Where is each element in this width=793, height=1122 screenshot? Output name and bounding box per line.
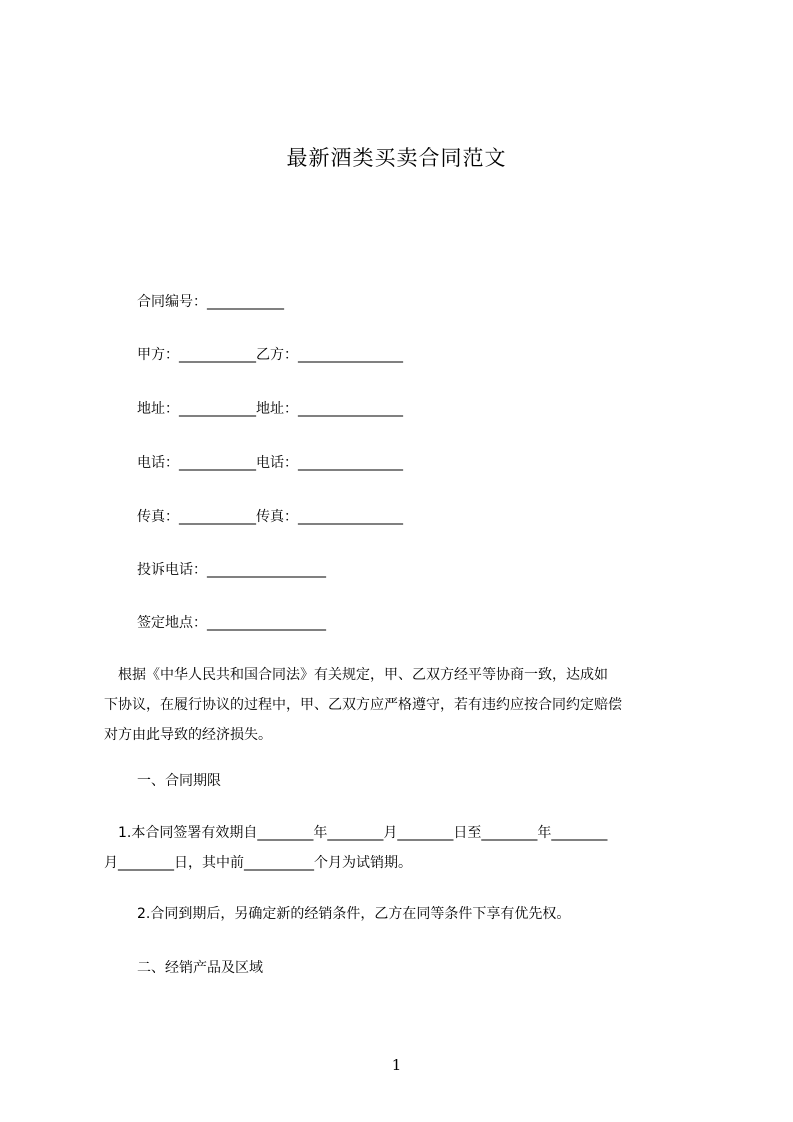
party-field-line: 甲方：___________乙方：_______________ (137, 347, 403, 363)
clause-1-1-line-1: 1.本合同签署有效期自________年________月________日至________年________ (104, 825, 608, 841)
document-title: 最新酒类买卖合同范文 (286, 146, 507, 170)
signing-place-field: 签定地点：_________________ (137, 615, 326, 631)
section-1-heading: 一、合同期限 (137, 773, 221, 789)
page-number: 1 (391, 1056, 402, 1074)
contract-number-field: 合同编号：___________ (137, 294, 284, 310)
clause-1-1-line-2: 月________日，其中前__________个月为试销期。 (104, 855, 412, 871)
complaint-phone-field: 投诉电话：_________________ (137, 562, 326, 578)
clause-1-1 (104, 818, 704, 878)
phone-field-line: 电话：___________电话：_______________ (137, 455, 403, 471)
fax-field-line: 传真：___________传真：_______________ (137, 509, 403, 525)
intro-paragraph (104, 660, 704, 750)
intro-line-2: 下协议，在履行协议的过程中，甲、乙双方应严格遵守，若有违约应按合同约定赔偿 (104, 697, 622, 713)
intro-line-1: 根据《中华人民共和国合同法》有关规定，甲、乙双方经平等协商一致，达成如 (104, 667, 608, 683)
address-field-line: 地址：___________地址：_______________ (137, 401, 403, 417)
intro-line-3: 对方由此导致的经济损失。 (104, 727, 272, 743)
clause-1-2: 2.合同到期后，另确定新的经销条件，乙方在同等条件下享有优先权。 (137, 906, 571, 922)
section-2-heading: 二、经销产品及区域 (137, 960, 263, 976)
